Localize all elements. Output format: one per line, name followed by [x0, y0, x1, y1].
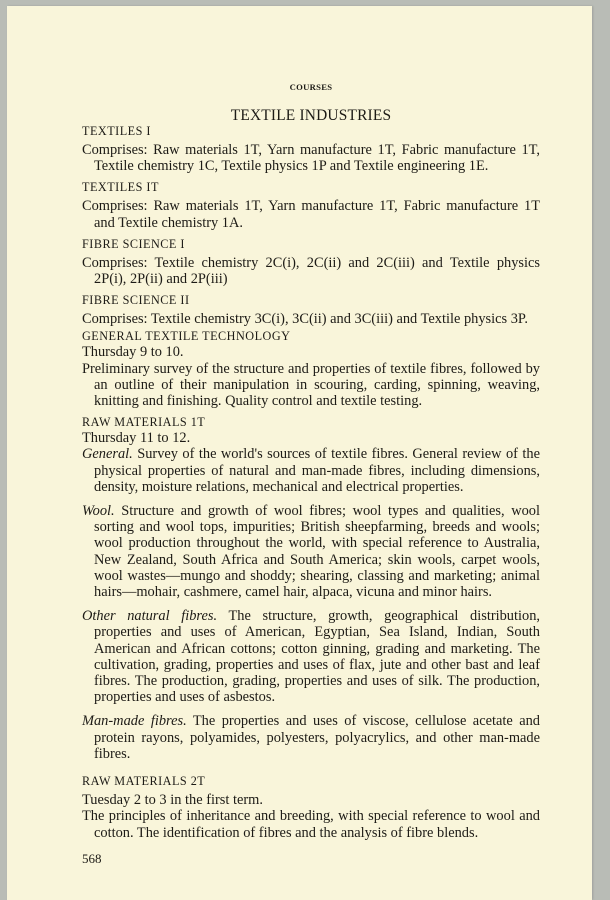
course-description: Comprises: Raw materials 1T, Yarn manufacture 1T, Fabric manufacture 1T, Textile chemistry 1C, Textile physics 1P and Textile engineering 1E.	[82, 142, 540, 175]
course-description: The principles of inheritance and breeding, with special reference to wool and cotton. The identification of fibres and the analysis of fibre blends.	[82, 808, 540, 841]
running-head: COURSES	[289, 82, 333, 92]
course-description: Comprises: Raw materials 1T, Yarn manufacture 1T, Fabric manufacture 1T and Textile chemistry 1A.	[82, 198, 540, 231]
course-description: Comprises: Textile chemistry 2C(i), 2C(ii) and 2C(iii) and Textile physics 2P(i), 2P(ii) and 2P(iii)	[82, 254, 540, 288]
book-page	[7, 6, 592, 900]
course-heading: GENERAL TEXTILE TECHNOLOGY	[82, 329, 291, 344]
topic-man-made-fibres	[82, 713, 540, 762]
topic-wool	[82, 503, 540, 600]
topic-label: Man-made fibres.	[82, 713, 187, 730]
course-heading: TEXTILES IT	[82, 180, 159, 195]
page-content	[82, 82, 540, 866]
course-schedule: Tuesday 2 to 3 in the first term.	[82, 792, 263, 809]
course-heading: FIBRE SCIENCE I	[82, 236, 185, 251]
topic-other-natural-fibres	[82, 608, 540, 705]
course-heading: TEXTILES I	[82, 124, 151, 138]
course-description: Preliminary survey of the structure and properties of textile fibres, followed by an outline of their manipulation in scouring, carding, spinning, weaving, knitting and finishing. Quality control and textile testing.	[82, 360, 540, 410]
course-heading: RAW MATERIALS 2T	[82, 774, 206, 789]
topic-label: Other natural fibres.	[82, 608, 218, 625]
topic-text: Structure and growth of wool fibres; wool types and qualities, wool sorting and wool tops, impurities; British sheepfarming, breeds and wools; wool production throughout the world, with special reference to Australia, New Zealand, South Africa and South America; skin wools, carpet wools, wool wastes—mungo and shoddy; shearing, classing and marketing; animal hairs—mohair, cashmere, camel hair, alpaca, vicuna and minor hairs.	[94, 503, 540, 601]
course-description: Comprises: Textile chemistry 3C(i), 3C(ii) and 3C(iii) and Textile physics 3P.	[82, 311, 528, 328]
topic-text: The structure, growth, geographical distribution, properties and uses of American, Egyptian, Sea Island, Indian, South American and African cottons; cotton ginning, grading and marketing. The cultivation, grading, properties and uses of flax, jute and other bast and leaf fibres. The production, grading, properties and uses of silk. The production, properties and uses of asbestos.	[94, 608, 540, 706]
course-heading: FIBRE SCIENCE II	[82, 293, 190, 308]
course-heading: RAW MATERIALS 1T	[82, 415, 206, 430]
topic-label: Wool.	[82, 503, 115, 520]
section-title: TEXTILE INDUSTRIES	[230, 107, 392, 124]
topic-text: The properties and uses of viscose, cellulose acetate and protein rayons, polyamides, polyesters, polyacrylics, and other man-made fibres.	[94, 713, 540, 762]
topic-general	[82, 446, 540, 495]
course-schedule: Thursday 11 to 12.	[82, 430, 191, 447]
topic-label: General.	[82, 446, 133, 463]
topic-text: Survey of the world's sources of textile fibres. General review of the physical properties of natural and man-made fibres, including dimensions, density, moisture relations, mechanical and electrical properties.	[94, 446, 540, 495]
page-number: 568	[82, 850, 102, 866]
course-schedule: Thursday 9 to 10.	[82, 344, 184, 361]
